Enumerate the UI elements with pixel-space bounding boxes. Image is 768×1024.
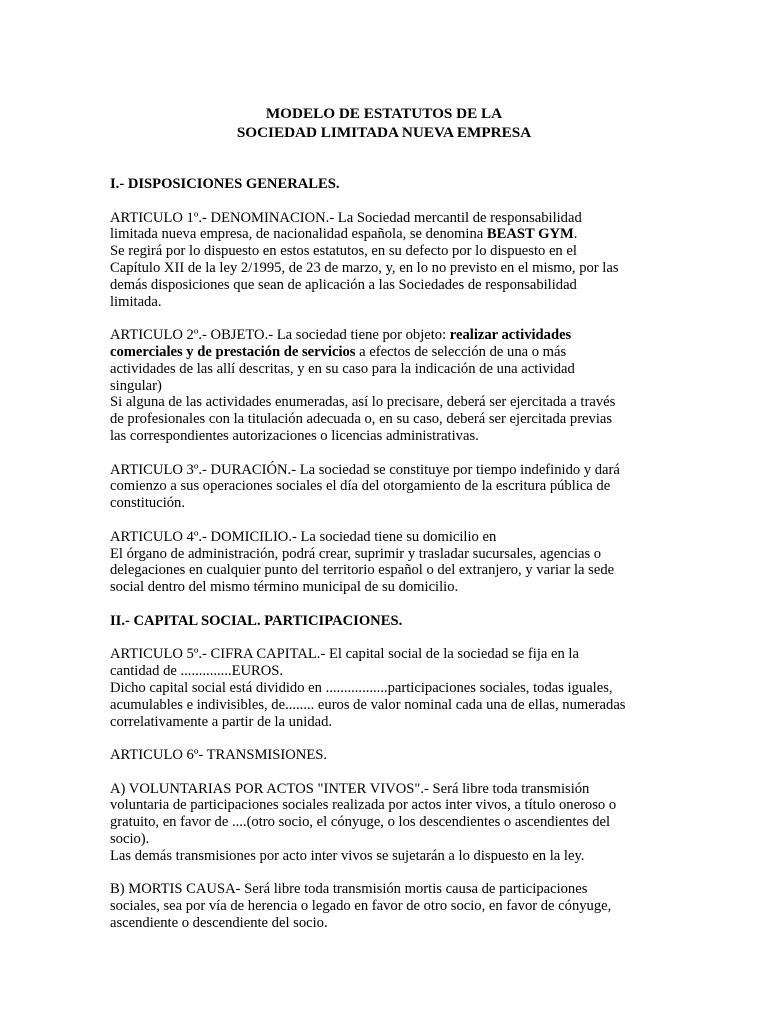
article-6a-line: Las demás transmisiones por acto inter vivos se sujetarán a lo dispuesto en la ley. [110, 847, 585, 864]
article-2 [110, 327, 670, 445]
company-name: BEAST GYM [486, 226, 574, 243]
article-5-line: cantidad de ..............EUROS. [110, 663, 284, 680]
article-6a-line: socio). [110, 831, 150, 848]
document-body [110, 176, 670, 932]
article-1-line: limitada. [110, 293, 162, 310]
article-2-line: las correspondientes autorizaciones o licencias administrativas. [110, 427, 479, 444]
article-2-line: Si alguna de las actividades enumeradas, así lo precisare, deberá ser ejercitada a través [110, 394, 616, 411]
section-heading-disposiciones: I.- DISPOSICIONES GENERALES. [110, 176, 340, 192]
article-2-line: actividades de las allí descritas, y en su caso para la indicación de una actividad [110, 360, 575, 377]
article-5-line: ARTICULO 5º.- CIFRA CAPITAL.- El capital social de la sociedad se fija en la [110, 646, 579, 663]
title-line-2: SOCIEDAD LIMITADA NUEVA EMPRESA [236, 124, 532, 141]
article-6a-line: voluntaria de participaciones sociales realizada por actos inter vivos, a título oneroso o [110, 797, 617, 814]
article-5-line: Dicho capital social está dividido en .................participaciones sociales, todas iguales, [110, 679, 613, 696]
article-1-line: Capítulo XII de la ley 2/1995, de 23 de marzo, y, en lo no previsto en el mismo, por las [110, 259, 619, 276]
text-span: . [573, 226, 578, 243]
document-title [0, 104, 768, 142]
article-4-line: delegaciones en cualquier punto del territorio español o del extranjero, y variar la sede [110, 562, 615, 579]
article-3 [110, 462, 670, 512]
article-6-heading: ARTICULO 6º- TRANSMISIONES. [110, 747, 328, 764]
article-6b-line: B) MORTIS CAUSA- Será libre toda transmisión mortis causa de participaciones [110, 881, 588, 898]
text-span: limitada nueva empresa, de nacionalidad española, se denomina [110, 226, 487, 243]
article-4 [110, 529, 670, 596]
article-6b-line: ascendiente o descendiente del socio. [110, 915, 328, 932]
article-3-line: comienzo a sus operaciones sociales el día del otorgamiento de la escritura pública de [110, 478, 611, 495]
text-span: a efectos de selección de una o más [355, 343, 567, 360]
article-4-line: El órgano de administración, podrá crear, suprimir y trasladar sucursales, agencias o [110, 545, 602, 562]
article-1 [110, 210, 670, 311]
article-6a-line: A) VOLUNTARIAS POR ACTOS "INTER VIVOS".- Será libre toda transmisión [110, 780, 590, 797]
article-2-line: de profesionales con la titulación adecuada o, en su caso, deberá ser ejercitada previas [110, 411, 613, 428]
article-6-part-b [110, 881, 670, 931]
text-span: ARTICULO 2º.- OBJETO.- La sociedad tiene por objeto: [110, 327, 450, 344]
article-4-line: social dentro del mismo término municipal de su domicilio. [110, 579, 459, 596]
article-1-line: Se regirá por lo dispuesto en estos estatutos, en su defecto por lo dispuesto en el [110, 243, 577, 260]
article-6b-line: sociales, sea por vía de herencia o legado en favor de otro socio, en favor de cónyuge, [110, 898, 612, 915]
title-line-1: MODELO DE ESTATUTOS DE LA [265, 105, 503, 122]
article-4-line: ARTICULO 4º.- DOMICILIO.- La sociedad tiene su domicilio en [110, 528, 497, 545]
article-5-line: acumulables e indivisibles, de........ euros de valor nominal cada una de ellas, numeradas [110, 696, 626, 713]
article-1-line: ARTICULO 1º.- DENOMINACION.- La Sociedad mercantil de responsabilidad [110, 209, 582, 226]
article-2-line [110, 344, 670, 361]
article-6a-line: gratuito, en favor de ....(otro socio, el cónyuge, o los descendientes o ascendientes del [110, 814, 611, 831]
article-1-line [110, 226, 670, 243]
article-5 [110, 646, 670, 730]
bold-text: realizar actividades [449, 327, 572, 344]
article-6-part-a [110, 781, 670, 865]
article-2-line [110, 327, 670, 344]
article-3-line: constitución. [110, 495, 185, 512]
article-1-line: demás disposiciones que sean de aplicación a las Sociedades de responsabilidad [110, 276, 577, 293]
article-2-line: singular) [110, 377, 162, 394]
article-3-line: ARTICULO 3º.- DURACIÓN.- La sociedad se constituye por tiempo indefinido y dará [110, 461, 620, 478]
article-5-line: correlativamente a partir de la unidad. [110, 713, 333, 730]
bold-text: comerciales y de prestación de servicios [110, 343, 356, 360]
section-heading-capital-social: II.- CAPITAL SOCIAL. PARTICIPACIONES. [110, 612, 403, 629]
